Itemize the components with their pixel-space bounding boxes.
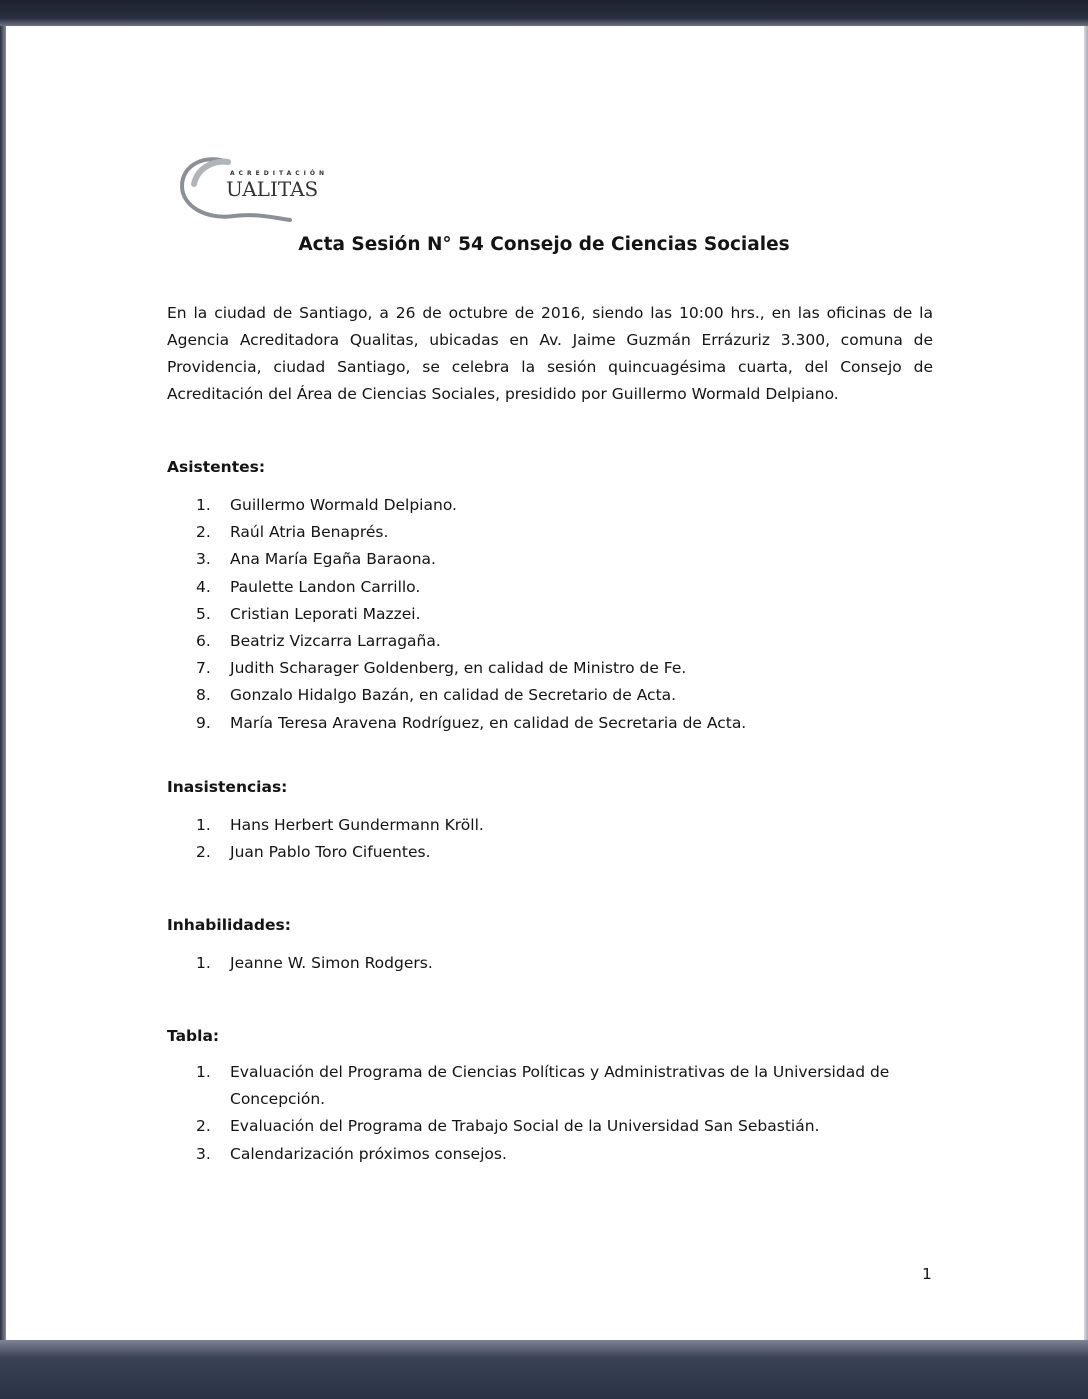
scan-edge-top xyxy=(0,0,1088,26)
list-item-number: 1. xyxy=(196,816,211,834)
list-item-number: 3. xyxy=(196,550,211,569)
list-item-number: 9. xyxy=(196,713,211,732)
list-item-text: Evaluación del Programa de Ciencias Políticas y Administrativas de la Universidad de Concepción. xyxy=(230,1063,890,1109)
list-item-text: María Teresa Aravena Rodríguez, en calidad de Secretaria de Acta. xyxy=(230,713,747,732)
list-item-text: Beatriz Vizcarra Larragaña. xyxy=(230,632,441,651)
inhabilidades-heading: Inhabilidades: xyxy=(167,916,291,934)
list-item xyxy=(196,574,936,601)
list-item-number: 2. xyxy=(196,843,211,862)
list-item xyxy=(196,546,936,573)
list-item xyxy=(196,655,936,682)
list-item xyxy=(196,682,936,709)
document-title: Acta Sesión N° 54 Consejo de Ciencias Sociales xyxy=(298,234,790,255)
scan-edge-right xyxy=(1084,26,1088,1342)
qualitas-logo xyxy=(176,150,356,230)
scan-edge-left xyxy=(0,26,6,1342)
list-item-number: 7. xyxy=(196,659,211,678)
list-item-number: 2. xyxy=(196,1117,211,1136)
list-item-number: 2. xyxy=(196,523,211,542)
logo-small-text: ACREDITACIÓN xyxy=(230,170,329,177)
list-item-text: Hans Herbert Gundermann Kröll. xyxy=(230,816,484,834)
page-number: 1 xyxy=(922,1265,932,1283)
list-item-text: Jeanne W. Simon Rodgers. xyxy=(230,954,433,972)
inasistencias-list xyxy=(196,812,936,866)
list-item xyxy=(196,950,936,977)
intro-paragraph: En la ciudad de Santiago, a 26 de octubre de 2016, siendo las 10:00 hrs., en las oficinas de la Agencia Acreditadora Qualitas, ubicadas en Av. Jaime Guzmán Errázuriz 3.300, comuna de Providencia, ciudad Santiago, se celebra la sesión quincuagésima cuarta, del Consejo de Acreditación del Área de Ciencias Sociales, presidido por Guillermo Wormald Delpiano. xyxy=(167,304,933,403)
list-item-number: 1. xyxy=(196,1063,211,1081)
list-item-text: Raúl Atria Benaprés. xyxy=(230,523,389,542)
list-item-number: 8. xyxy=(196,686,211,705)
list-item-number: 1. xyxy=(196,496,211,514)
list-item-text: Guillermo Wormald Delpiano. xyxy=(230,496,457,514)
list-item-number: 4. xyxy=(196,577,211,596)
list-item-number: 5. xyxy=(196,604,211,623)
list-item-text: Paulette Landon Carrillo. xyxy=(230,577,421,596)
list-item-text: Cristian Leporati Mazzei. xyxy=(230,604,421,623)
list-item-text: Evaluación del Programa de Trabajo Social de la Universidad San Sebastián. xyxy=(230,1117,820,1136)
list-item xyxy=(196,601,936,628)
list-item xyxy=(196,1141,936,1168)
list-item-text: Gonzalo Hidalgo Bazán, en calidad de Secretario de Acta. xyxy=(230,686,677,705)
list-item-number: 1. xyxy=(196,954,211,972)
list-item-number: 3. xyxy=(196,1144,211,1163)
tabla-heading: Tabla: xyxy=(167,1027,220,1045)
inasistencias-heading: Inasistencias: xyxy=(167,778,288,796)
list-item-text: Juan Pablo Toro Cifuentes. xyxy=(230,843,431,862)
list-item xyxy=(196,492,936,519)
list-item xyxy=(196,812,936,839)
tabla-list xyxy=(196,1059,936,1168)
list-item xyxy=(196,710,936,737)
logo-big-text: UALITAS xyxy=(226,177,319,201)
scan-edge-bottom xyxy=(0,1340,1088,1399)
list-item xyxy=(196,628,936,655)
asistentes-heading: Asistentes: xyxy=(167,458,266,476)
list-item xyxy=(196,1059,936,1113)
list-item-number: 6. xyxy=(196,632,211,651)
list-item-text: Judith Scharager Goldenberg, en calidad de Ministro de Fe. xyxy=(230,659,687,678)
inhabilidades-list xyxy=(196,950,936,977)
asistentes-list xyxy=(196,492,936,737)
list-item xyxy=(196,839,936,866)
list-item xyxy=(196,1113,936,1140)
list-item-text: Ana María Egaña Baraona. xyxy=(230,550,436,569)
list-item xyxy=(196,519,936,546)
list-item-text: Calendarización próximos consejos. xyxy=(230,1144,507,1163)
